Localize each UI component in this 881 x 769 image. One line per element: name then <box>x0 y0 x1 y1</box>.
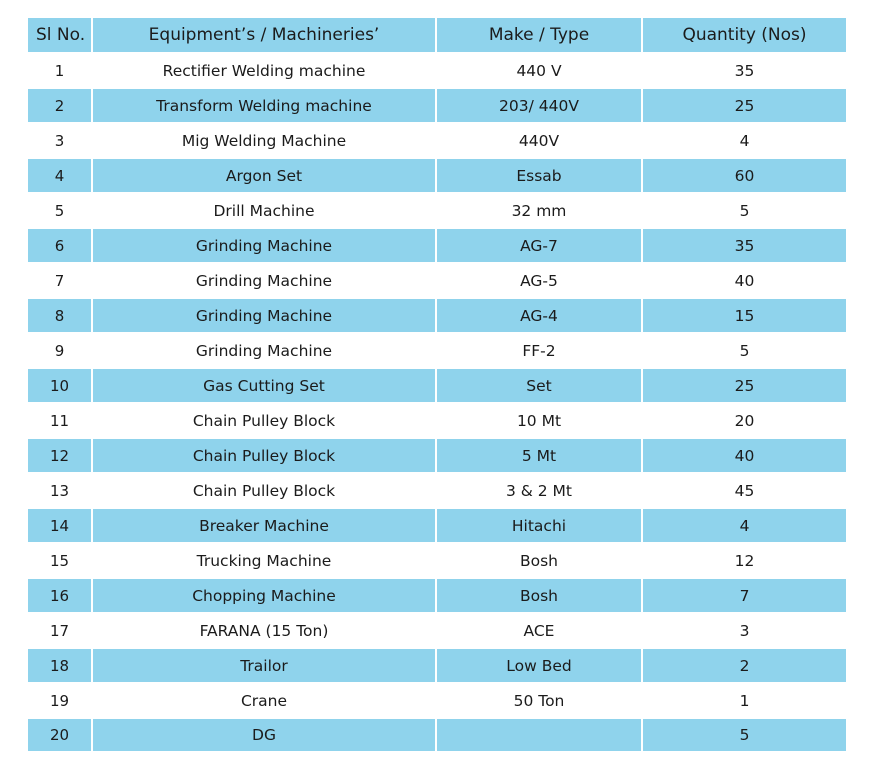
table-row <box>28 613 846 648</box>
make-type-cell: Bosh <box>436 578 642 613</box>
quantity-cell: 5 <box>642 718 846 752</box>
quantity-cell: 4 <box>642 508 846 543</box>
quantity-cell: 35 <box>642 228 846 263</box>
quantity-cell: 45 <box>642 473 846 508</box>
equipment-cell: Breaker Machine <box>92 508 436 543</box>
sl-no-cell: 7 <box>28 263 92 298</box>
table-row <box>28 228 846 263</box>
quantity-cell: 40 <box>642 263 846 298</box>
table-row <box>28 298 846 333</box>
header-quantity: Quantity (Nos) <box>642 18 846 53</box>
equipment-cell: Transform Welding machine <box>92 88 436 123</box>
quantity-cell: 25 <box>642 88 846 123</box>
quantity-cell: 40 <box>642 438 846 473</box>
make-type-cell: AG-4 <box>436 298 642 333</box>
equipment-cell: DG <box>92 718 436 752</box>
sl-no-cell: 11 <box>28 403 92 438</box>
make-type-cell: 32 mm <box>436 193 642 228</box>
quantity-cell: 1 <box>642 683 846 718</box>
equipment-cell: Grinding Machine <box>92 298 436 333</box>
quantity-cell: 15 <box>642 298 846 333</box>
table-row <box>28 508 846 543</box>
header-sl-no: Sl No. <box>28 18 92 53</box>
sl-no-cell: 6 <box>28 228 92 263</box>
equipment-table-container <box>28 18 846 753</box>
table-row <box>28 88 846 123</box>
equipment-cell: Trailor <box>92 648 436 683</box>
equipment-cell: Mig Welding Machine <box>92 123 436 158</box>
equipment-cell: Grinding Machine <box>92 263 436 298</box>
quantity-cell: 4 <box>642 123 846 158</box>
table-row <box>28 123 846 158</box>
make-type-cell: AG-5 <box>436 263 642 298</box>
quantity-cell: 60 <box>642 158 846 193</box>
sl-no-cell: 1 <box>28 53 92 88</box>
make-type-cell: FF-2 <box>436 333 642 368</box>
table-row <box>28 403 846 438</box>
make-type-cell: 440V <box>436 123 642 158</box>
table-row <box>28 543 846 578</box>
sl-no-cell: 9 <box>28 333 92 368</box>
table-header <box>28 18 846 53</box>
quantity-cell: 2 <box>642 648 846 683</box>
equipment-cell: FARANA (15 Ton) <box>92 613 436 648</box>
sl-no-cell: 16 <box>28 578 92 613</box>
table-row <box>28 718 846 752</box>
equipment-cell: Chain Pulley Block <box>92 403 436 438</box>
make-type-cell: Low Bed <box>436 648 642 683</box>
quantity-cell: 5 <box>642 193 846 228</box>
make-type-cell: 203/ 440V <box>436 88 642 123</box>
table-row <box>28 473 846 508</box>
make-type-cell: Set <box>436 368 642 403</box>
make-type-cell: Bosh <box>436 543 642 578</box>
sl-no-cell: 5 <box>28 193 92 228</box>
table-row <box>28 648 846 683</box>
table-body <box>28 53 846 752</box>
make-type-cell: ACE <box>436 613 642 648</box>
sl-no-cell: 3 <box>28 123 92 158</box>
quantity-cell: 20 <box>642 403 846 438</box>
make-type-cell: 5 Mt <box>436 438 642 473</box>
quantity-cell: 35 <box>642 53 846 88</box>
sl-no-cell: 12 <box>28 438 92 473</box>
equipment-cell: Gas Cutting Set <box>92 368 436 403</box>
table-row <box>28 263 846 298</box>
make-type-cell: 10 Mt <box>436 403 642 438</box>
make-type-cell: Essab <box>436 158 642 193</box>
sl-no-cell: 19 <box>28 683 92 718</box>
table-row <box>28 158 846 193</box>
table-row <box>28 53 846 88</box>
equipment-cell: Chopping Machine <box>92 578 436 613</box>
equipment-cell: Argon Set <box>92 158 436 193</box>
sl-no-cell: 15 <box>28 543 92 578</box>
make-type-cell: AG-7 <box>436 228 642 263</box>
table-row <box>28 578 846 613</box>
quantity-cell: 12 <box>642 543 846 578</box>
table-row <box>28 333 846 368</box>
sl-no-cell: 17 <box>28 613 92 648</box>
make-type-cell: 440 V <box>436 53 642 88</box>
table-row <box>28 368 846 403</box>
table-row <box>28 438 846 473</box>
make-type-cell: 3 & 2 Mt <box>436 473 642 508</box>
sl-no-cell: 8 <box>28 298 92 333</box>
equipment-cell: Trucking Machine <box>92 543 436 578</box>
make-type-cell <box>436 718 642 752</box>
equipment-cell: Drill Machine <box>92 193 436 228</box>
equipment-table <box>28 18 846 753</box>
table-row <box>28 193 846 228</box>
quantity-cell: 5 <box>642 333 846 368</box>
equipment-cell: Grinding Machine <box>92 228 436 263</box>
make-type-cell: Hitachi <box>436 508 642 543</box>
quantity-cell: 3 <box>642 613 846 648</box>
sl-no-cell: 2 <box>28 88 92 123</box>
equipment-cell: Crane <box>92 683 436 718</box>
quantity-cell: 25 <box>642 368 846 403</box>
quantity-cell: 7 <box>642 578 846 613</box>
equipment-cell: Grinding Machine <box>92 333 436 368</box>
make-type-cell: 50 Ton <box>436 683 642 718</box>
sl-no-cell: 13 <box>28 473 92 508</box>
sl-no-cell: 20 <box>28 718 92 752</box>
header-equipment: Equipment’s / Machineries’ <box>92 18 436 53</box>
equipment-cell: Chain Pulley Block <box>92 438 436 473</box>
sl-no-cell: 10 <box>28 368 92 403</box>
equipment-cell: Chain Pulley Block <box>92 473 436 508</box>
equipment-cell: Rectifier Welding machine <box>92 53 436 88</box>
table-row <box>28 683 846 718</box>
sl-no-cell: 14 <box>28 508 92 543</box>
header-make-type: Make / Type <box>436 18 642 53</box>
sl-no-cell: 4 <box>28 158 92 193</box>
sl-no-cell: 18 <box>28 648 92 683</box>
header-row <box>28 18 846 53</box>
